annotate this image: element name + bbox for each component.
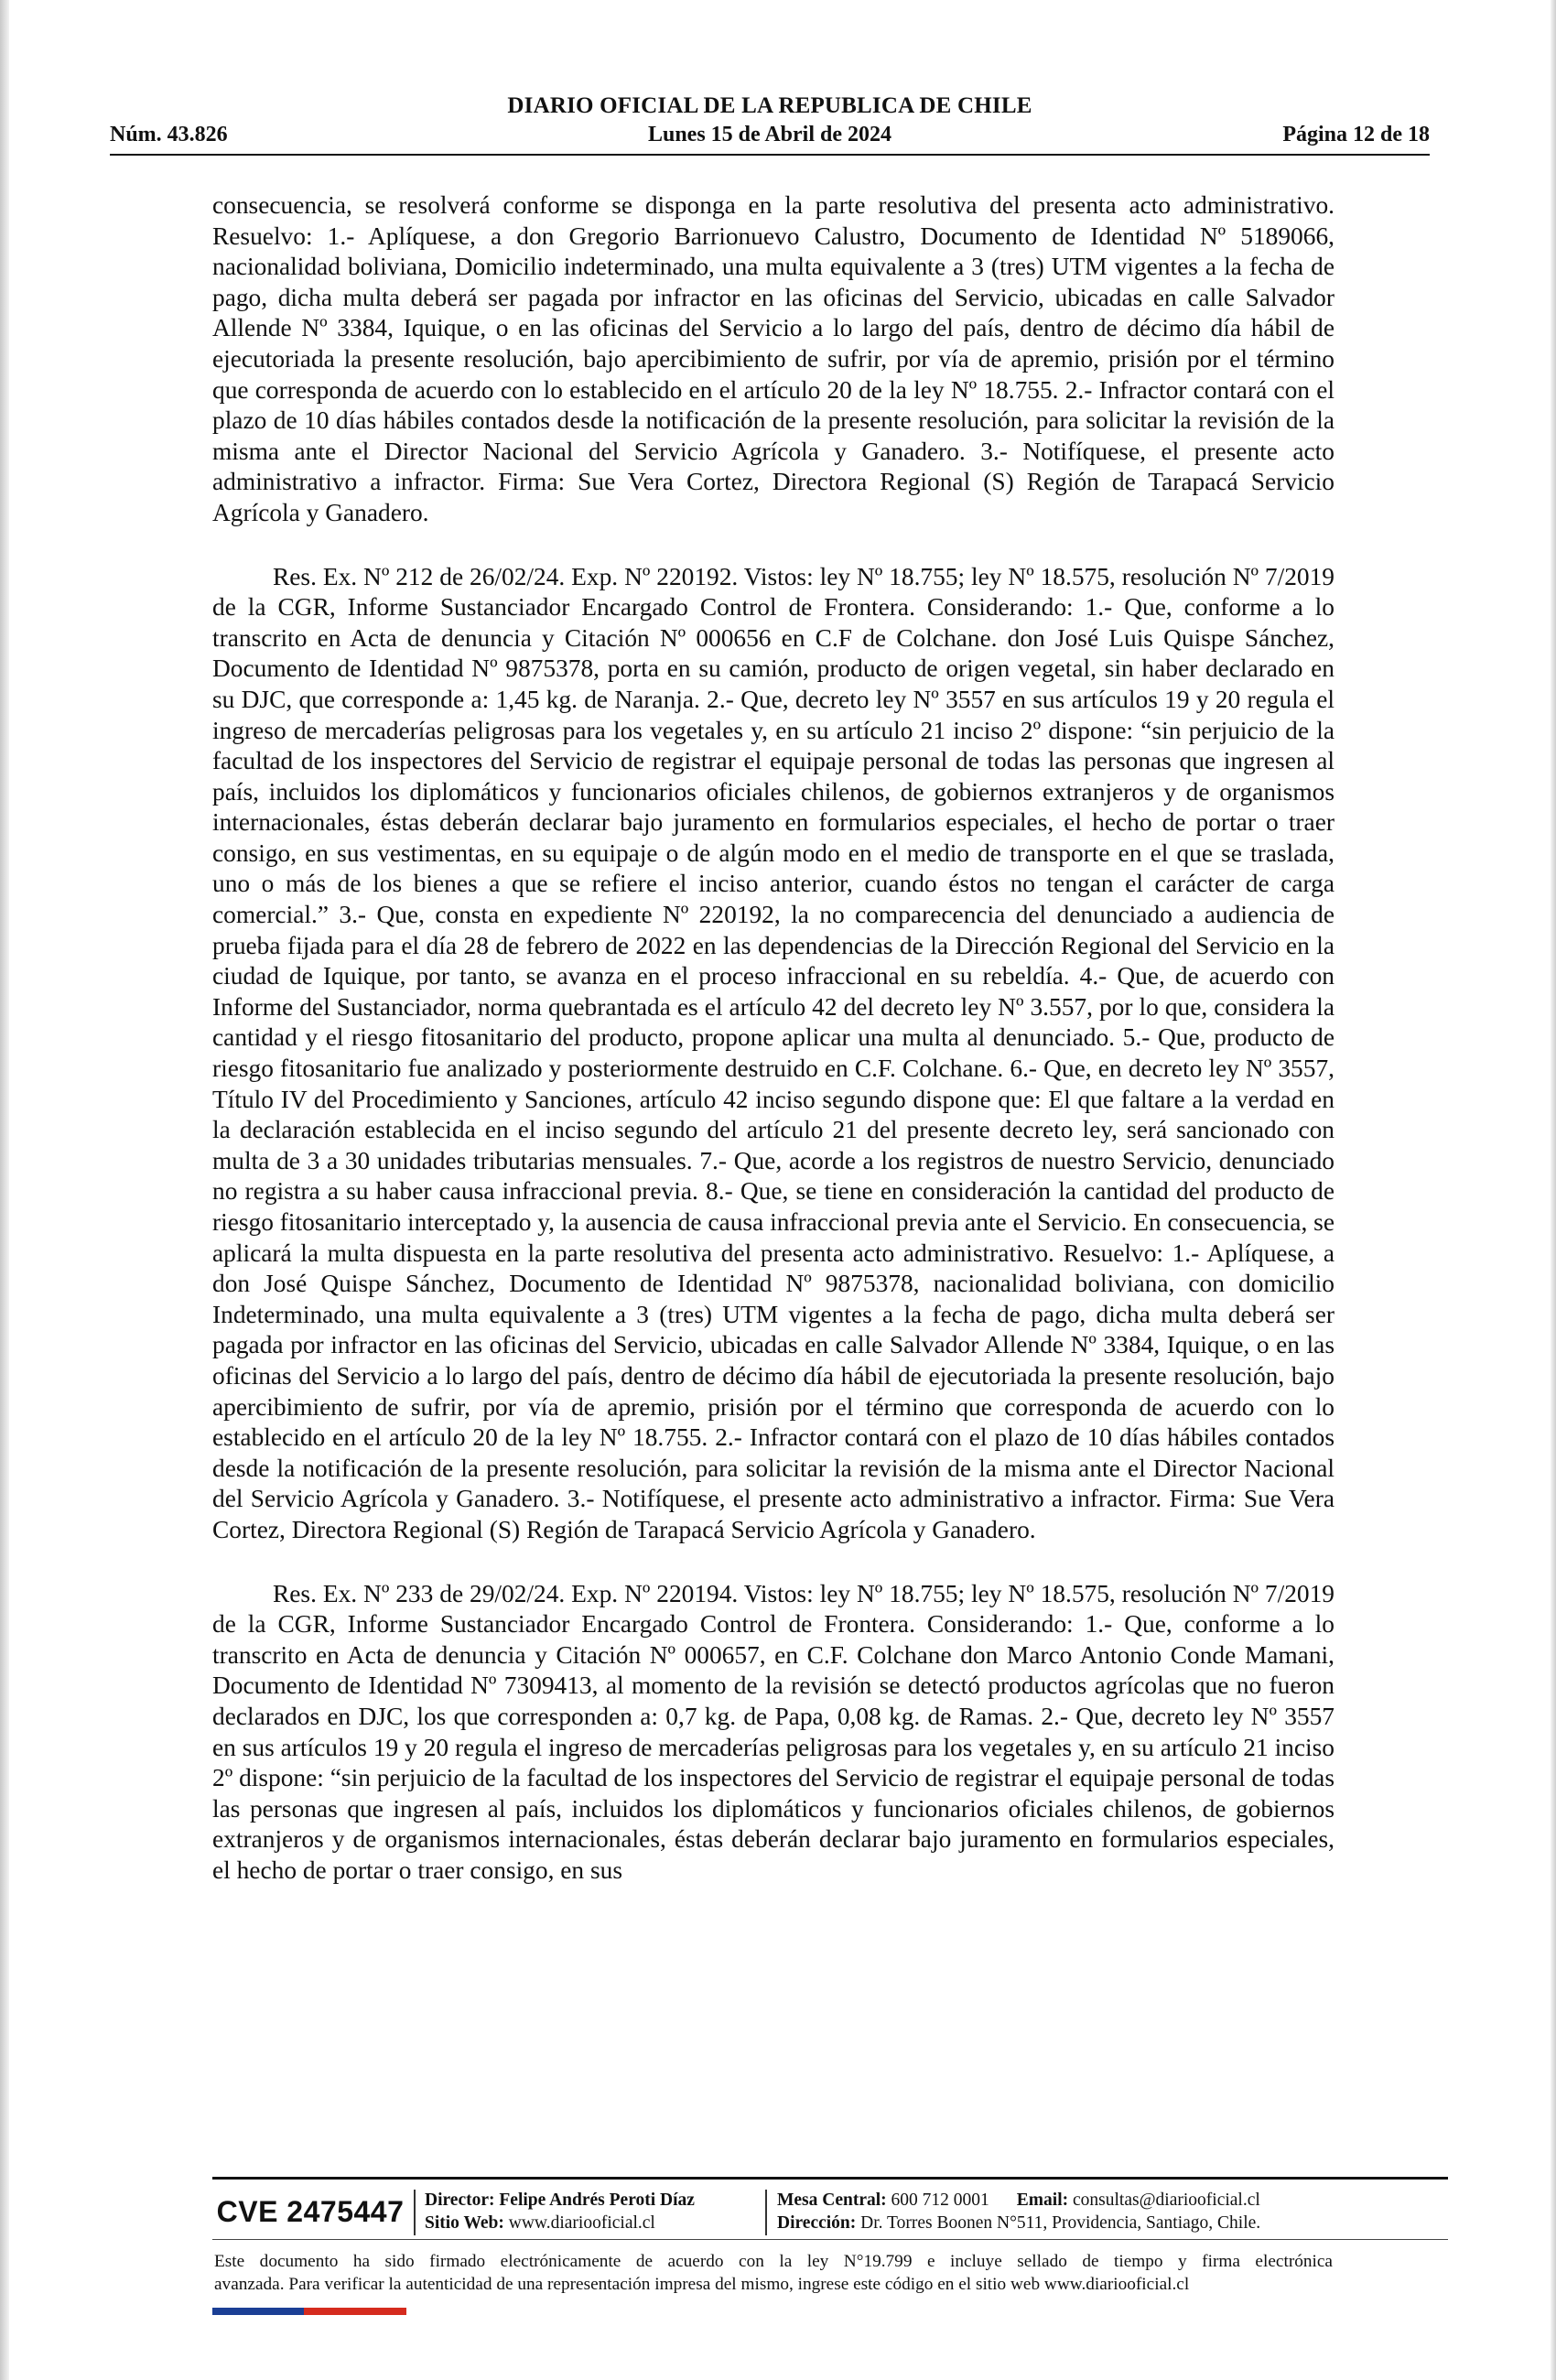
email-label: Email: <box>1016 2191 1069 2210</box>
email-link[interactable]: consultas@diariooficial.cl <box>1073 2191 1260 2210</box>
page-edge-left <box>0 0 9 2380</box>
footer-separator <box>414 2190 416 2235</box>
phone-label: Mesa Central: <box>777 2191 887 2210</box>
chile-flag-stripe <box>212 2308 406 2315</box>
flag-stripe-blue <box>212 2308 304 2315</box>
paragraph-res-233: Res. Ex. Nº 233 de 29/02/24. Exp. Nº 220194. Vistos: ley Nº 18.755; ley Nº 18.575, resolución Nº 7/2019 de la CGR, Informe Sustanciador Encargado Control de Frontera. Considerando: 1.- Que, conforme a lo transcrito en Acta de denuncia y Citación Nº 000657, en C.F. Colchane don Marco Antonio Conde Mamani, Documento de Identidad Nº 7309413, al momento de la revisión se detectó productos agrícolas que no fueron declarados en DJC, los que corresponden a: 0,7 kg. de Papa, 0,08 kg. de Ramas. 2.- Que, decreto ley Nº 3557 en sus artículos 19 y 20 regula el ingreso de mercaderías peligrosas para los vegetales y, en su artículo 21 inciso 2º dispone: “sin perjuicio de la facultad de los inspectores del Servicio de registrar el equipaje personal de todas las personas que ingresen al país, incluidos los diplomáticos y funcionarios oficiales chilenos, de gobiernos extranjeros y de organismos internacionales, éstas deberán declarar bajo juramento en formularios especiales, el hecho de portar o traer consigo, en sus <box>212 1579 1334 1884</box>
flag-stripe-red <box>304 2308 406 2315</box>
director-label: Director: <box>425 2191 495 2210</box>
issue-number: Núm. 43.826 <box>110 123 228 146</box>
legal-notice <box>214 2250 1333 2296</box>
footer-separator <box>765 2190 767 2235</box>
paragraph-res-212: Res. Ex. Nº 212 de 26/02/24. Exp. Nº 220192. Vistos: ley Nº 18.755; ley Nº 18.575, resolución Nº 7/2019 de la CGR, Informe Sustanciador Encargado Control de Frontera. Considerando: 1.- Que, conforme a lo transcrito en Acta de denuncia y Citación Nº 000656 en C.F de Colchane. don José Luis Quispe Sánchez, Documento de Identidad Nº 9875378, porta en su camión, producto de origen vegetal, sin haber declarado en su DJC, que corresponde a: 1,45 kg. de Naranja. 2.- Que, decreto ley Nº 3557 en sus artículos 19 y 20 regula el ingreso de mercaderías peligrosas para los vegetales y, en su artículo 21 inciso 2º dispone: “sin perjuicio de la facultad de los inspectores del Servicio de registrar el equipaje personal de todas las personas que ingresen al país, incluidos los diplomáticos y funcionarios oficiales chilenos, de gobiernos extranjeros y de organismos internacionales, éstas deberán declarar bajo juramento en formularios especiales, el hecho de portar o traer consigo, en sus vestimentas, en su equipaje o de algún modo en el medio de transporte en el que se traslada, uno o más de los bienes a que se refiere el inciso anterior, cuando éstos no tengan el carácter de carga comercial.” 3.- Que, consta en expediente Nº 220192, la no comparecencia del denunciado a audiencia de prueba fijada para el día 28 de febrero de 2022 en las dependencias de la Dirección Regional del Servicio en la ciudad de Iquique, por tanto, se avanza en el proceso infraccional en su rebeldía. 4.- Que, de acuerdo con Informe del Sustanciador, norma quebrantada es el artículo 42 del decreto ley Nº 3.557, por lo que, considera la cantidad y el riesgo fitosanitario del producto, propone aplicar una multa al denunciado. 5.- Que, producto de riesgo fitosanitario fue analizado y posteriormente destruido en C.F. Colchane. 6.- Que, en decreto ley Nº 3557, Título IV del Procedimiento y Sanciones, artículo 42 inciso segundo dispone que: El que faltare a la verdad en la declaración establecida en el inciso segundo del artículo 21 del presente decreto ley, será sancionado con multa de 3 a 30 unidades tributarias mensuales. 7.- Que, acorde a los registros de nuestro Servicio, denunciado no registra a su haber causa infraccional previa. 8.- Que, se tiene en consideración la cantidad del producto de riesgo fitosanitario interceptado y, la ausencia de causa infraccional previa ante el Servicio. En consecuencia, se aplicará la multa dispuesta en la parte resolutiva del presenta acto administrativo. Resuelvo: 1.- Aplíquese, a don José Quispe Sánchez, Documento de Identidad Nº 9875378, nacionalidad boliviana, con domicilio Indeterminado, una multa equivalente a 3 (tres) UTM vigentes a la fecha de pago, dicha multa deberá ser pagada por infractor en las oficinas del Servicio, ubicadas en calle Salvador Allende Nº 3384, Iquique, o en las oficinas del Servicio a lo largo del país, dentro de décimo día hábil de ejecutoriada la presente resolución, bajo apercibimiento de sufrir, por vía de apremio, prisión por el término que corresponda de acuerdo con lo establecido en el artículo 20 de la ley Nº 18.755. 2.- Infractor contará con el plazo de 10 días hábiles contados desde la notificación de la presente resolución, para solicitar la revisión de la misma ante el Director Nacional del Servicio Agrícola y Ganadero. 3.- Notifíquese, el presente acto administrativo a infractor. Firma: Sue Vera Cortez, Directora Regional (S) Región de Tarapacá Servicio Agrícola y Ganadero. <box>212 562 1334 1543</box>
footer-divider-bottom <box>212 2239 1448 2240</box>
address-value: Dr. Torres Boonen N°511, Providencia, Santiago, Chile. <box>860 2213 1261 2233</box>
website-label: Sitio Web: <box>425 2213 504 2233</box>
footer-director-block <box>425 2189 695 2234</box>
legal-notice-line: Este documento ha sido firmado electrónicamente de acuerdo con la ley N°19.799 e incluye sellado de tiempo y firma electrónica <box>214 2252 1333 2271</box>
director-name: Felipe Andrés Peroti Díaz <box>499 2191 695 2210</box>
page-header <box>110 92 1430 157</box>
legal-notice-line: avanzada. Para verificar la autenticidad de una representación impresa del mismo, ingrese este código en el sitio web www.diariooficial.cl <box>214 2275 1190 2294</box>
header-meta-row <box>110 123 1430 150</box>
header-divider <box>110 154 1430 156</box>
footer-divider-top <box>212 2177 1448 2180</box>
document-body <box>212 190 1334 1919</box>
cve-code: CVE 2475447 <box>216 2195 405 2228</box>
footer-contact-block <box>777 2189 1260 2234</box>
website-link[interactable]: www.diariooficial.cl <box>508 2213 655 2233</box>
page-edge-right <box>1551 0 1556 2380</box>
issue-date: Lunes 15 de Abril de 2024 <box>647 123 892 146</box>
paragraph-continuation: consecuencia, se resolverá conforme se disponga en la parte resolutiva del presenta acto administrativo. Resuelvo: 1.- Aplíquese, a don Gregorio Barrionuevo Calustro, Documento de Identidad Nº 5189066, nacionalidad boliviana, Domicilio indeterminado, una multa equivalente a 3 (tres) UTM vigentes a la fecha de pago, dicha multa deberá ser pagada por infractor en las oficinas del Servicio, ubicadas en calle Salvador Allende Nº 3384, Iquique, o en las oficinas del Servicio a lo largo del país, dentro de décimo día hábil de ejecutoriada la presente resolución, bajo apercibimiento de sufrir, por vía de apremio, prisión por el término que corresponda de acuerdo con lo establecido en el artículo 20 de la ley Nº 18.755. 2.- Infractor contará con el plazo de 10 días hábiles contados desde la notificación de la presente resolución, para solicitar la revisión de la misma ante el Director Nacional del Servicio Agrícola y Ganadero. 3.- Notifíquese, el presente acto administrativo a infractor. Firma: Sue Vera Cortez, Directora Regional (S) Región de Tarapacá Servicio Agrícola y Ganadero. <box>212 191 1334 526</box>
publication-title: DIARIO OFICIAL DE LA REPUBLICA DE CHILE <box>507 93 1032 118</box>
phone-value: 600 712 0001 <box>891 2191 989 2210</box>
page-indicator: Página 12 de 18 <box>1282 123 1430 146</box>
address-label: Dirección: <box>777 2213 857 2233</box>
